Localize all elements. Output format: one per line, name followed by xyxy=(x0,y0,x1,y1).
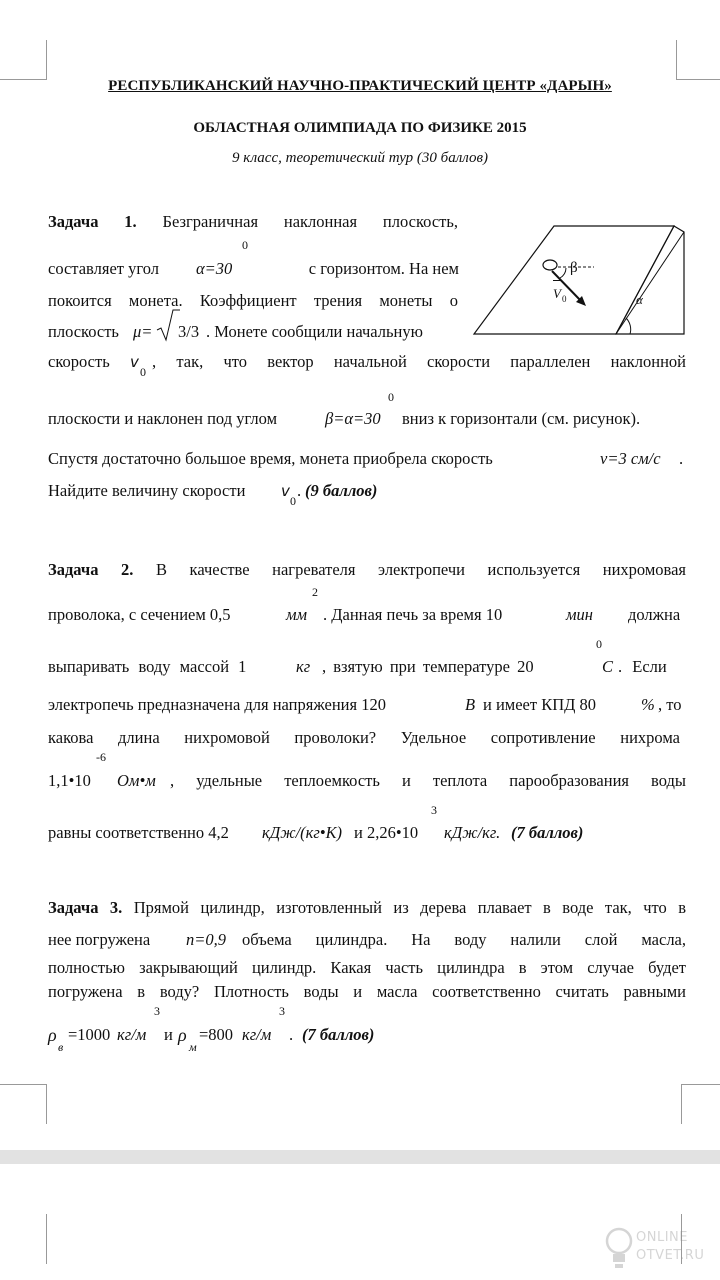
watermark-line1: ONLINE xyxy=(636,1230,688,1245)
task2-unit-min: мин xyxy=(566,605,593,624)
task2-line7a: равны соответственно 4,2 xyxy=(48,823,229,842)
task1-v-formula: v=3 см/с xyxy=(600,449,661,468)
task3-line1: Задача 3. Прямой цилиндр, изготовленный из дерева плавает в воде так, что в xyxy=(48,898,687,917)
task2-line4c: , то xyxy=(658,695,682,714)
task1-line7a: Спустя достаточно большое время, монета приобрела скорость xyxy=(48,449,493,468)
watermark-logo xyxy=(604,1222,714,1274)
task2-line4a: электропечь предназначена для напряжения 120 xyxy=(48,695,386,714)
task3-sup-b: 3 xyxy=(279,1004,285,1018)
task1-line8-dot: . xyxy=(297,481,302,500)
page-title: ОБЛАСТНАЯ ОЛИМПИАДА ПО ФИЗИКЕ 2015 xyxy=(193,120,527,136)
task2-unit-v: В xyxy=(465,695,476,714)
task1-label: Задача 1 xyxy=(48,212,133,231)
task1-alpha-formula: α=30 xyxy=(196,259,233,278)
task1-line1: Задача 1. Безграничная наклонная плоскость, xyxy=(48,212,458,231)
task2-sup-deg: 0 xyxy=(596,637,602,651)
task1-v0b: v xyxy=(281,482,290,500)
crop-mark-bottom-left-h xyxy=(0,1084,46,1085)
figure-velocity-label: V xyxy=(553,286,561,301)
sqrt-sign-icon xyxy=(156,308,180,342)
task1-sup-deg1: 0 xyxy=(242,238,248,252)
task3-line3: полностью закрывающий цилиндр. Какая часть цилиндра в этом случае будет xyxy=(48,958,686,977)
task3-n-formula: n=0,9 xyxy=(186,930,227,949)
task2-line3b: , взятую при температуре 20 xyxy=(322,657,534,676)
lightbulb-icon xyxy=(604,1224,634,1272)
task3-label: Задача 3. xyxy=(48,898,123,917)
task3-rho1-sub: в xyxy=(58,1040,64,1054)
task2-sup-3: 3 xyxy=(431,803,437,817)
task2-line2b: . Данная печь за время 10 xyxy=(323,605,503,624)
task3-line2a: нее погружена xyxy=(48,930,151,949)
task1-v0-sub: 0 xyxy=(140,365,146,379)
task3-eq2: =800 xyxy=(199,1025,234,1044)
task1-line4a: плоскость xyxy=(48,322,119,341)
task3-unit2: кг/м xyxy=(242,1025,272,1044)
task3-rho1: ρ xyxy=(48,1025,57,1045)
task1-line6b: вниз к горизонтали (см. рисунок). xyxy=(402,409,641,428)
task2-unit-kj-kg: кДж/кг. xyxy=(444,823,501,842)
task1-v0b-sub: 0 xyxy=(290,494,296,508)
task1-line8a: Найдите величину скорости xyxy=(48,481,246,500)
task2-unit-ohm: Ом•м xyxy=(117,771,156,790)
task2-unit-pct: % xyxy=(641,695,655,714)
task1-line2: составляет угол xyxy=(48,259,159,278)
task2-unit-kj-kgk: кДж/(кг•К) xyxy=(262,823,343,842)
crop-mark-bottom-right xyxy=(681,1084,682,1124)
task3-line2b: объема цилиндра. На воду налили слой масла, xyxy=(242,930,686,949)
task1-line6a: плоскости и наклонен под углом xyxy=(48,409,278,428)
task3-and: и xyxy=(164,1025,173,1044)
task2-line3a: выпаривать воду массой 1 xyxy=(48,657,247,676)
task1-sup-deg2: 0 xyxy=(388,390,394,404)
task1-line3: покоится монета. Коэффициент трения монеты о xyxy=(48,291,458,310)
task2-line2a: проволока, с сечением 0,5 xyxy=(48,605,231,624)
task3-line4: погружена в воду? Плотность воды и масла соответственно считать равными xyxy=(48,982,686,1001)
figure-velocity-sub: 0 xyxy=(562,294,567,304)
task1-beta-formula: β=α=30 xyxy=(325,409,381,428)
task2-line7b: и 2,26•10 xyxy=(354,823,419,842)
task2-sup-mm: 2 xyxy=(312,585,318,599)
task2-line5: какова длина нихромовой проволоки? Удельное сопротивление нихрома xyxy=(48,728,680,747)
task3-rho2: ρ xyxy=(178,1025,187,1045)
task1-v0: v xyxy=(130,353,139,371)
task2-line4b: и имеет КПД 80 xyxy=(483,695,597,714)
figure-beta-label: β xyxy=(570,260,578,276)
task2-label: Задача 2. xyxy=(48,560,134,579)
task2-sup-exp: -6 xyxy=(96,750,106,764)
task3-points: (7 баллов) xyxy=(302,1025,375,1044)
task1-line7b: . xyxy=(679,449,684,468)
task2-line1: Задача 2. В качестве нагревателя электропечи используется нихромовая xyxy=(48,560,687,579)
org-title: РЕСПУБЛИКАНСКИЙ НАУЧНО-ПРАКТИЧЕСКИЙ ЦЕНТР «ДАРЫН» xyxy=(108,78,612,94)
task2-line6b: , удельные теплоемкость и теплота парообразования воды xyxy=(170,771,686,790)
task3-rho2-sub: м xyxy=(189,1040,197,1054)
task1-line5a: скорость xyxy=(48,352,110,371)
task2-line2c: должна xyxy=(628,605,681,624)
task1-line2b: с горизонтом. На нем xyxy=(308,259,459,278)
crop-mark-top-right xyxy=(676,40,677,80)
page-separator xyxy=(0,1150,720,1164)
task2-unit-c: C xyxy=(602,657,614,676)
task3-eq1: =1000 xyxy=(68,1025,111,1044)
page-subtitle: 9 класс, теоретический тур (30 баллов) xyxy=(232,150,488,166)
task2-unit-kg: кг xyxy=(296,657,311,676)
task2-points: (7 баллов) xyxy=(511,823,584,842)
watermark-line2: OTVET.RU xyxy=(636,1248,705,1263)
task3-sup-a: 3 xyxy=(154,1004,160,1018)
task2-line6a: 1,1•10 xyxy=(48,771,91,790)
task1-line5b: , так, что вектор начальной скорости параллелен наклонной xyxy=(152,352,686,371)
task1-sqrt-value: 3/3 xyxy=(178,322,200,341)
task1-mu-formula: μ= xyxy=(133,322,153,341)
crop-mark-top-left xyxy=(46,40,47,80)
figure-alpha-label: α xyxy=(636,292,643,307)
inclined-plane-figure xyxy=(470,222,690,340)
crop-mark-p2-left xyxy=(46,1214,47,1264)
crop-mark-bottom-left xyxy=(46,1084,47,1124)
task2-line3c: . Если xyxy=(618,657,667,676)
task1-points: (9 баллов) xyxy=(305,481,378,500)
task1-line4b: . Монете сообщили начальную xyxy=(206,322,423,341)
task3-unit1: кг/м xyxy=(117,1025,147,1044)
task3-dot: . xyxy=(289,1025,294,1044)
task2-unit-mm: мм xyxy=(286,605,308,624)
crop-mark-bottom-right-h xyxy=(682,1084,720,1085)
figure-vector-bar xyxy=(553,280,561,281)
